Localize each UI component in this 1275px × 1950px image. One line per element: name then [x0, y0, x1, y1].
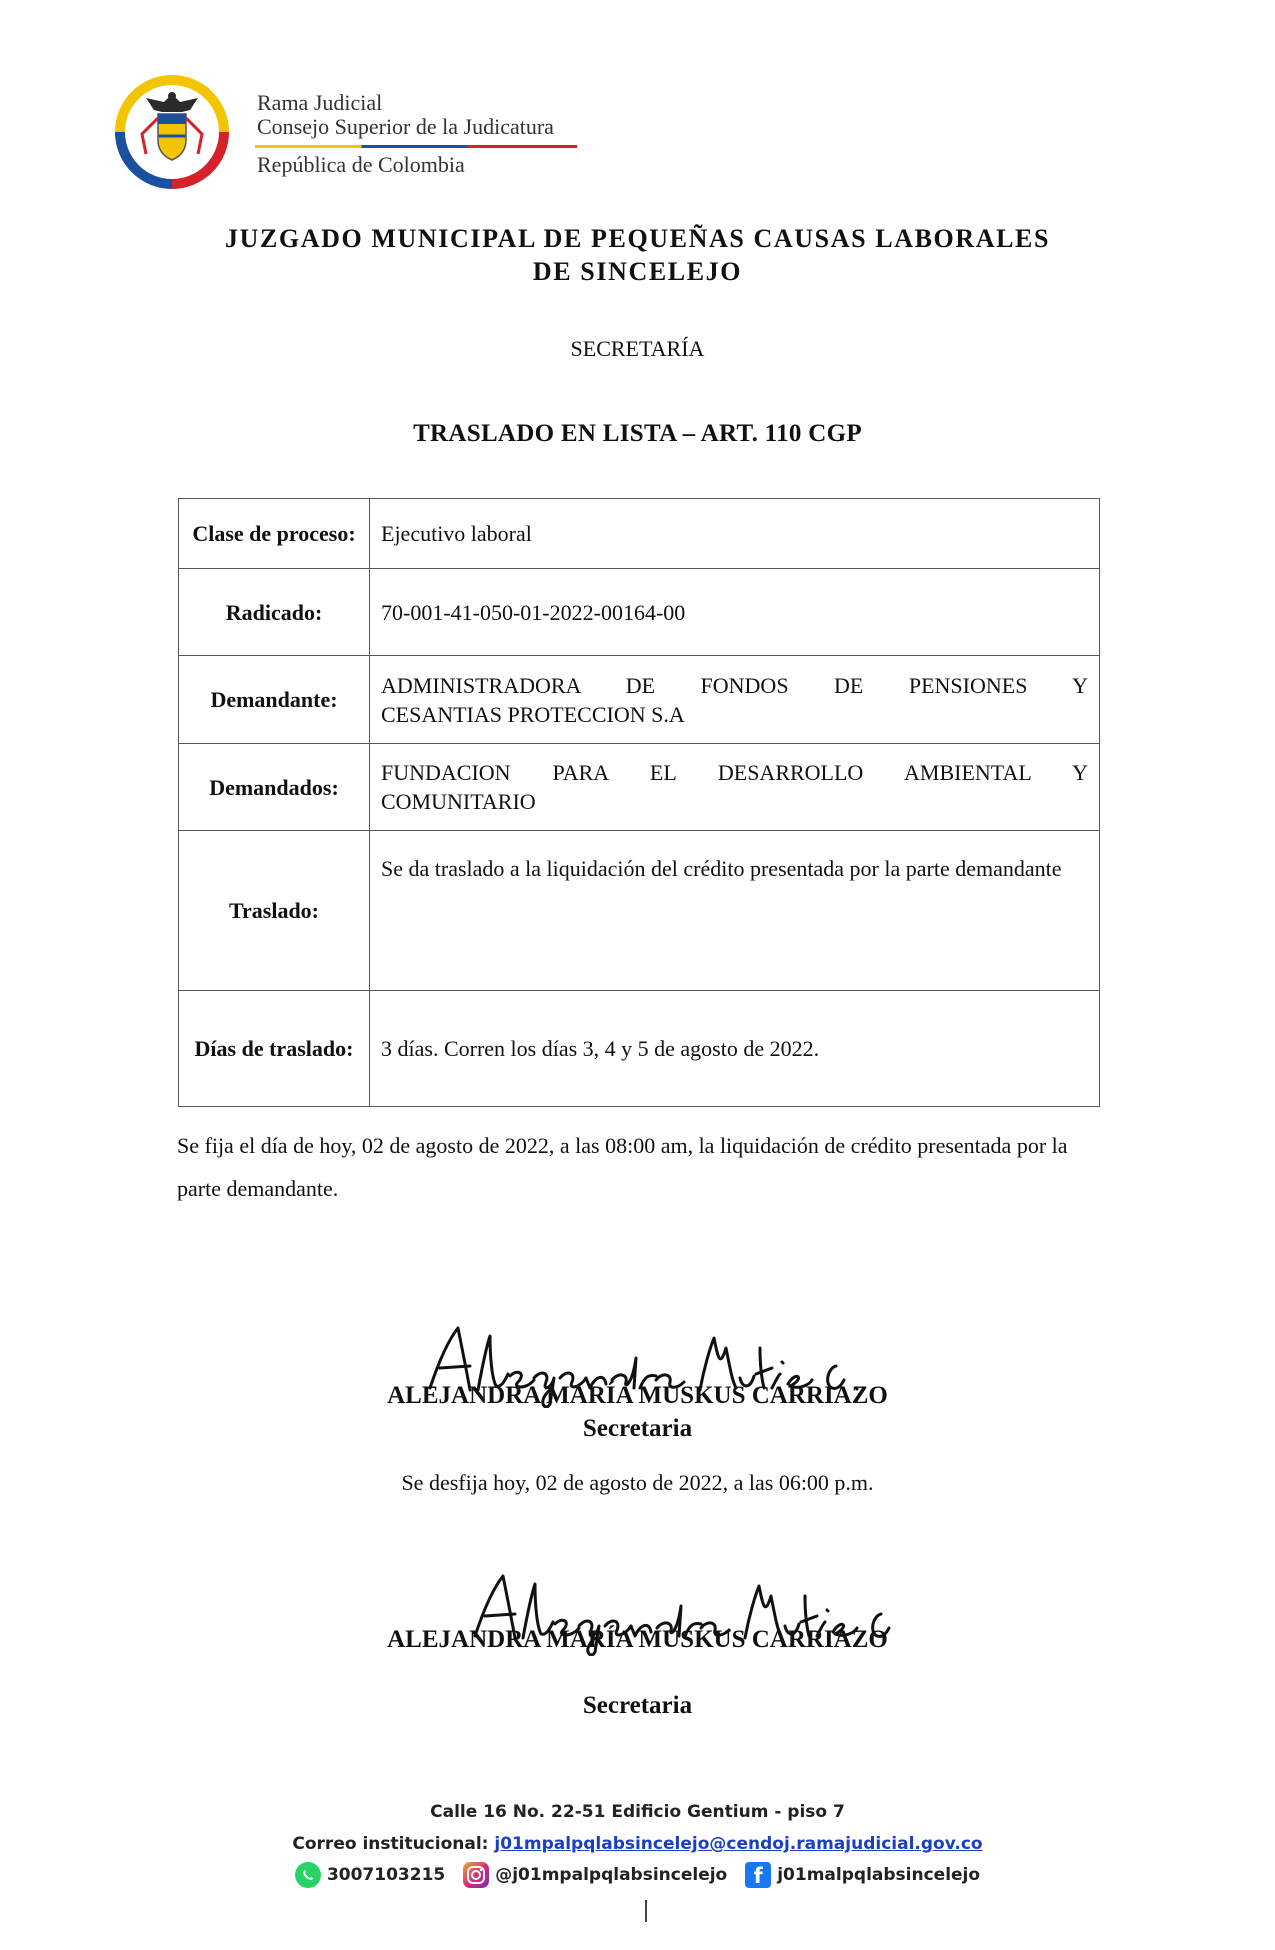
footer-email-label: Correo institucional:	[292, 1834, 489, 1854]
footer-email-link[interactable]: j01mpalpqlabsincelejo@cendoj.ramajudicial.gov.co	[494, 1834, 983, 1854]
demandados-value-line2: COMUNITARIO	[381, 789, 536, 814]
logo-text-republica: República de Colombia	[257, 152, 465, 177]
colombia-emblem-icon	[102, 62, 242, 202]
traslado-label: Traslado:	[179, 831, 370, 991]
document-title: TRASLADO EN LISTA – ART. 110 CGP	[413, 420, 862, 447]
footer-facebook: j01malpqlabsincelejo	[777, 1865, 981, 1885]
court-name-line1: JUZGADO MUNICIPAL DE PEQUEÑAS CAUSAS LABORALES	[224, 224, 1051, 253]
demandados-value	[370, 744, 1100, 831]
section-heading: SECRETARÍA	[570, 336, 705, 361]
instagram-icon	[463, 1862, 489, 1888]
court-name-line2: DE SINCELEJO	[532, 257, 743, 286]
table-row	[179, 499, 1100, 569]
table-row	[179, 744, 1100, 831]
footer-address: Calle 16 No. 22-51 Edificio Gentium - piso 7	[430, 1802, 845, 1822]
footer-email-line	[0, 1834, 1275, 1854]
fixed-note: Se fija el día de hoy, 02 de agosto de 2022, a las 08:00 am, la liquidación de crédito presentada por la parte demandante.	[177, 1133, 1068, 1201]
table-row	[179, 991, 1100, 1107]
table-row	[179, 831, 1100, 991]
radicado-value: 70-001-41-050-01-2022-00164-00	[370, 569, 1100, 656]
table-row	[179, 656, 1100, 744]
clase-value: Ejecutivo laboral	[370, 499, 1100, 569]
footer-instagram: @j01mpalpqlabsincelejo	[495, 1865, 728, 1885]
rama-judicial-logo	[102, 62, 582, 212]
clase-label: Clase de proceso:	[179, 499, 370, 569]
demandante-value-line1: ADMINISTRADORA DE FONDOS DE PENSIONES Y	[381, 672, 1088, 698]
footer-social	[0, 1862, 1275, 1888]
signature-1-name: ALEJANDRA MARÍA MUSKUS CARRIAZO	[387, 1382, 888, 1409]
page-cursor-mark	[645, 1900, 647, 1922]
logo-text-rama-judicial: Rama Judicial	[257, 90, 383, 115]
table-row	[179, 569, 1100, 656]
case-info-table	[178, 498, 1100, 1107]
demandados-label: Demandados:	[179, 744, 370, 831]
court-name	[0, 222, 1275, 288]
signature-2-role: Secretaria	[582, 1692, 693, 1719]
signature-2-name: ALEJANDRA MARÍA MUSKUS CARRIAZO	[387, 1626, 888, 1653]
footer-phone: 3007103215	[326, 1865, 446, 1885]
logo-tricolor-rule	[255, 145, 577, 148]
demandante-value-line2: CESANTIAS PROTECCION S.A	[381, 701, 685, 727]
radicado-label: Radicado:	[179, 569, 370, 656]
whatsapp-icon	[295, 1862, 321, 1888]
logo-text-consejo: Consejo Superior de la Judicatura	[257, 114, 554, 139]
demandante-label: Demandante:	[179, 656, 370, 744]
dias-value: 3 días. Corren los días 3, 4 y 5 de agosto de 2022.	[370, 991, 1100, 1107]
unfix-note: Se desfija hoy, 02 de agosto de 2022, a las 06:00 p.m.	[401, 1470, 874, 1495]
facebook-icon: f	[745, 1862, 771, 1888]
demandados-value-line1: FUNDACION PARA EL DESARROLLO AMBIENTAL Y	[381, 760, 1088, 785]
signature-1-role: Secretaria	[582, 1415, 693, 1442]
dias-label: Días de traslado:	[179, 991, 370, 1107]
demandante-value	[370, 656, 1100, 744]
traslado-value: Se da traslado a la liquidación del crédito presentada por la parte demandante	[370, 831, 1100, 991]
